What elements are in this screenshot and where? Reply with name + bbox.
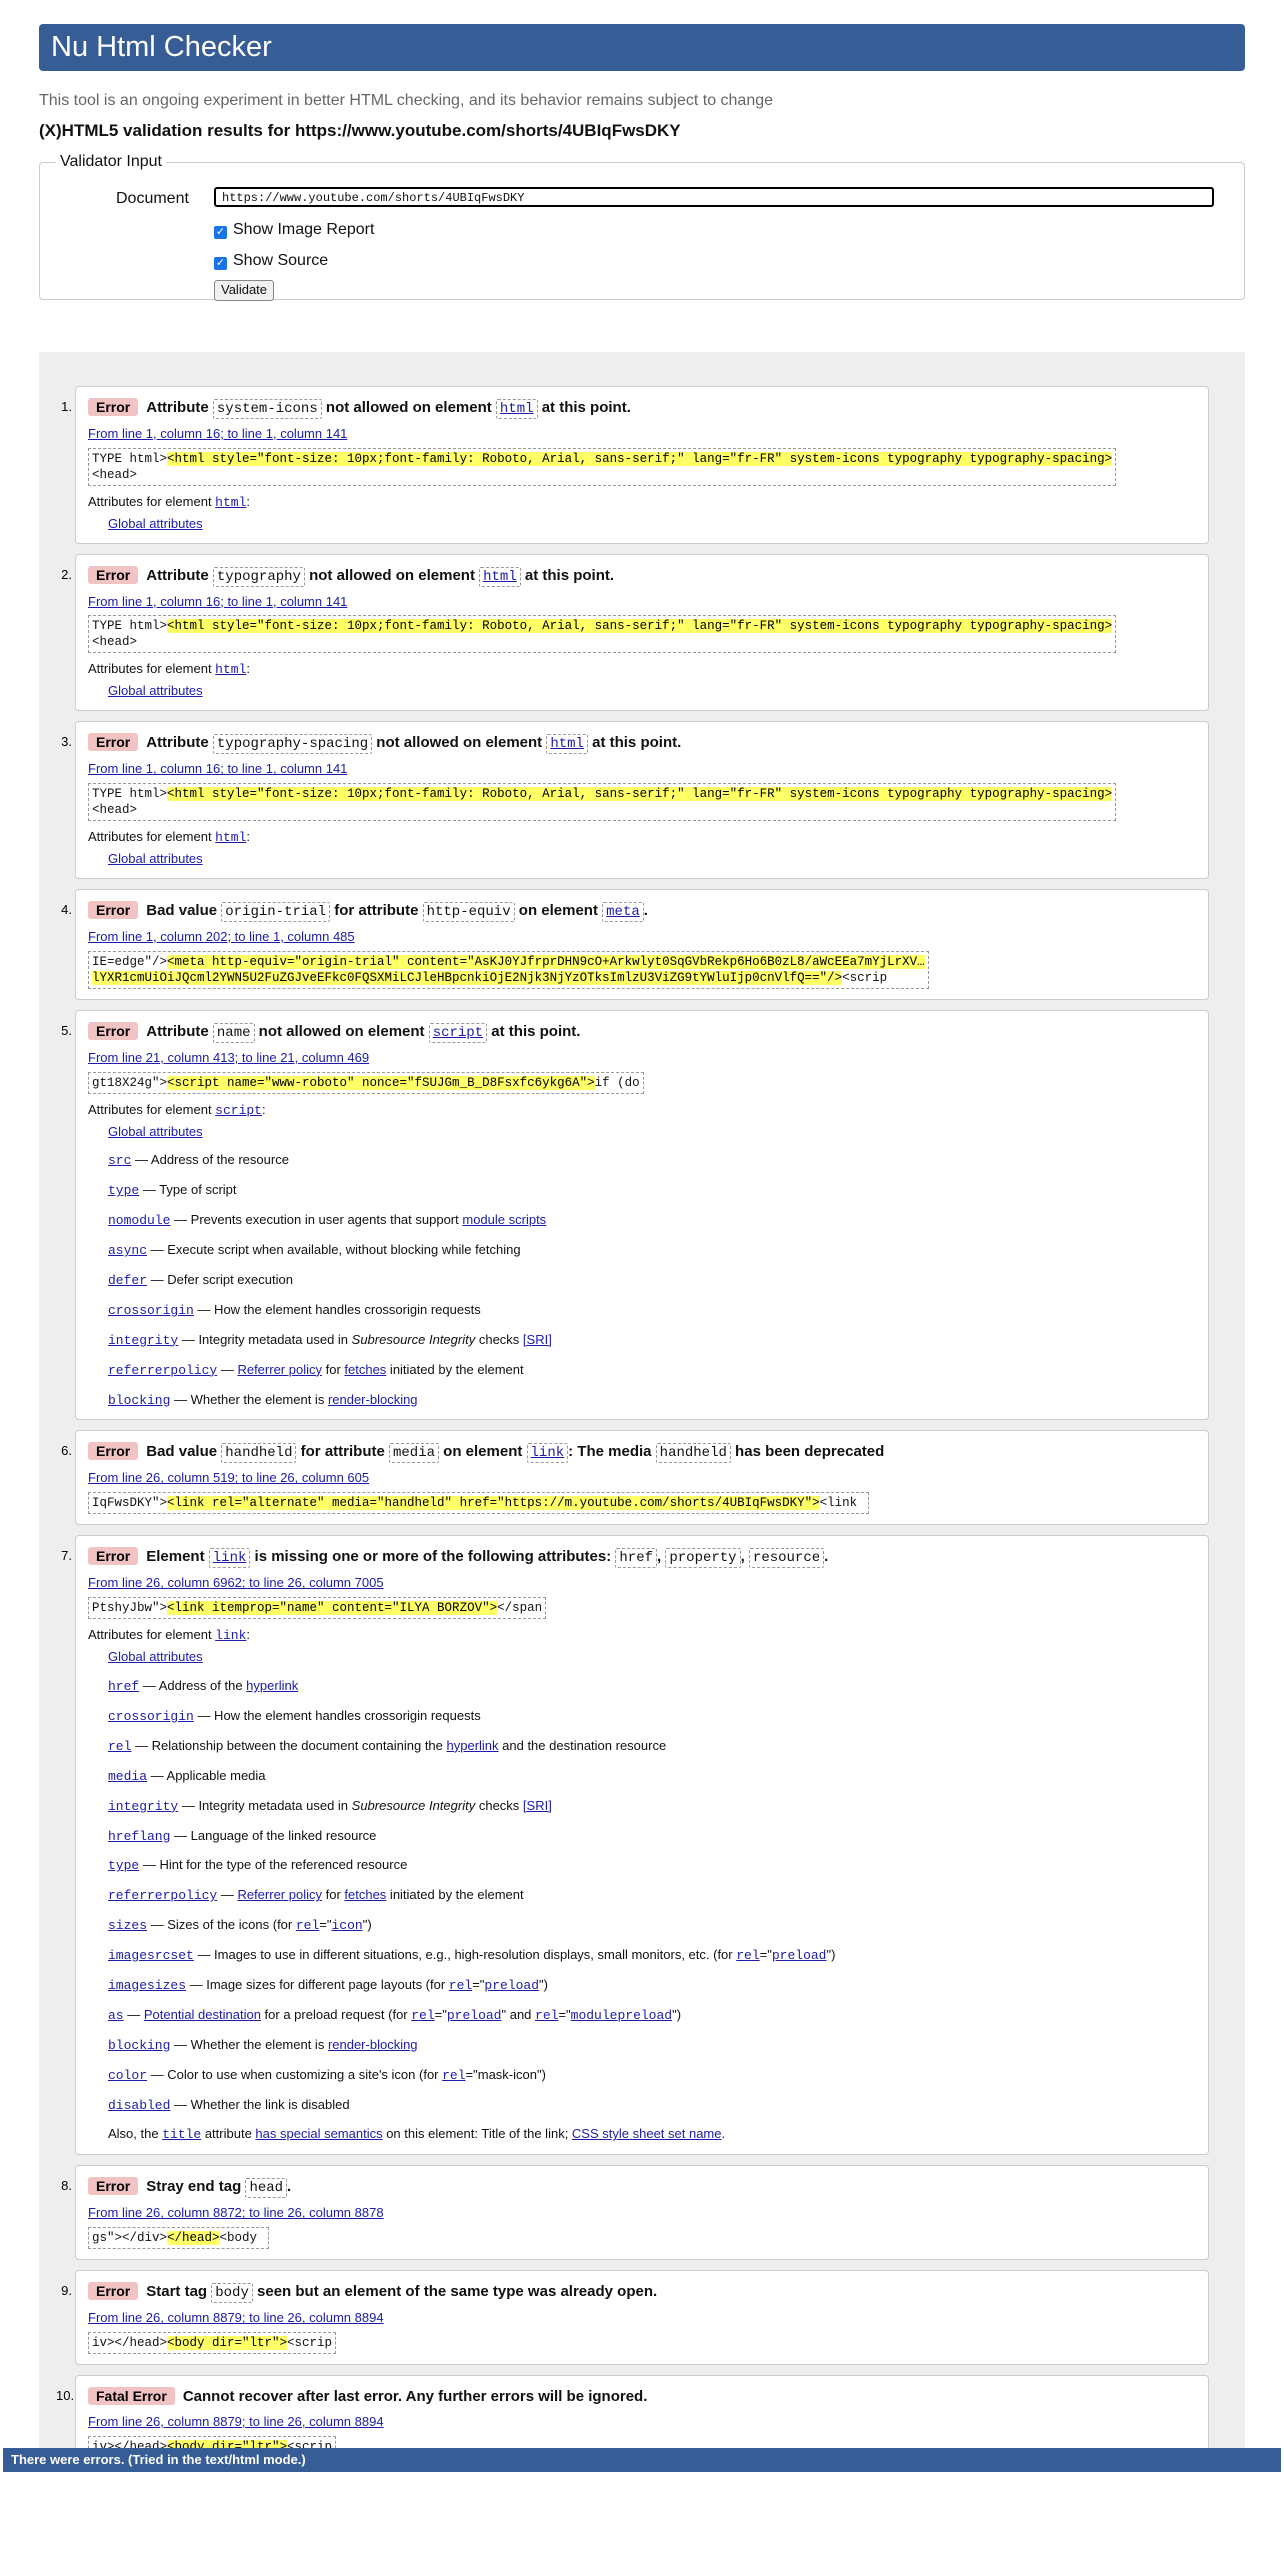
attribute-link[interactable]: rel [108,1738,132,1754]
attribute-item: nomodule — Prevents execution in user agents that support module scripts [108,1212,547,1229]
attribute-list [88,516,1196,533]
attribute-list [88,1649,1196,2144]
attribute-item: crossorigin — How the element handles crossorigin requests [108,1301,481,1318]
message-item [61,2165,1209,2260]
code-token: http-equiv [423,902,515,922]
code-token: head [245,2178,287,2198]
attribute-link[interactable]: blocking [108,1392,171,1408]
source-extract: TYPE html><html style="font-size: 10px;font-family: Roboto, Arial, sans-serif;" lang="fr-FR" system-icons typography typography-spacing> <head> [88,448,1116,486]
attribute-ref-link[interactable]: [SRI] [522,1797,552,1813]
attribute-link[interactable]: disabled [108,2097,171,2113]
attribute-list [88,1124,1196,1410]
attribute-link[interactable]: integrity [108,1798,179,1814]
attribute-ref-link[interactable]: module scripts [462,1212,547,1228]
attribute-item: type — Type of script [108,1182,237,1199]
attribute-link[interactable]: as [108,2007,124,2023]
attribute-link[interactable]: sizes [108,1918,148,1934]
message-item [61,386,1209,544]
attribute-item [108,851,1196,868]
message-number: 1. [61,398,72,414]
highlighted-code: <html style="font-size: 10px;font-family: Roboto, Arial, sans-serif;" lang="fr-FR" system-icons typography typography-spacing> [167,451,1113,466]
attribute-item: rel — Relationship between the document containing the hyperlink and the destination resource [108,1737,667,1754]
location-link[interactable]: From line 26, column 519; to line 26, column 605 [88,1470,370,1486]
attribute-link[interactable]: crossorigin [108,1302,194,1318]
code-token: handheld [656,1443,731,1463]
attributes-section: Attributes for element html: Global attributes [88,829,1196,868]
rel-link[interactable]: rel [442,2067,466,2083]
code-token[interactable]: link [209,1548,251,1568]
location-link[interactable]: From line 26, column 6962; to line 26, column 7005 [88,1575,384,1591]
element-link[interactable]: link [215,1628,247,1644]
code-token: href [615,1548,657,1568]
code-token: origin-trial [221,902,330,922]
global-attributes-link[interactable]: Global attributes [108,515,203,531]
message-heading: Error Bad value handheld for attribute media on element link : The media handheld has been deprecated [88,1441,1196,1464]
attribute-link[interactable]: color [108,2067,148,2083]
attribute-ref-link[interactable]: Referrer policy [237,1887,322,1903]
document-row [56,183,1228,214]
attribute-item [108,1649,1196,1666]
show-source-checkbox[interactable]: ✓ [215,256,226,269]
source-extract: gt18X24g"><script name="www-roboto" nonce="fSUJGm_B_D8Fsxfc6ykg6A">if (do [88,1072,644,1094]
message-heading: Error Attribute system-icons not allowed on element html at this point. [88,397,1196,420]
attribute-list [88,683,1196,700]
message-number: 5. [61,1022,72,1038]
rel-value-link[interactable]: preload [484,1977,540,1993]
attribute-link[interactable]: imagesrcset [108,1948,194,1964]
message-number: 9. [61,2283,72,2299]
show-source-label: Show Source [233,251,329,269]
show-image-report-label: Show Image Report [233,220,375,238]
attribute-item: type — Hint for the type of the referenced resource [108,1857,408,1874]
attribute-item [108,683,1196,700]
attribute-ref-link[interactable]: fetches [344,1887,387,1903]
message-heading: Error Bad value origin-trial for attribute http-equiv on element meta . [88,900,1196,923]
attribute-item: imagesrcset — Images to use in different situations, e.g., high-resolution displays, small monitors, etc. (for rel="preload") [108,1947,836,1964]
message-number: 10. [56,2388,75,2404]
attribute-ref-link[interactable]: Potential destination [143,2006,261,2022]
code-token: property [665,1548,740,1568]
validator-input-fieldset [39,152,1245,300]
highlighted-code: <body dir="ltr"> [167,2336,288,2351]
location-link[interactable]: From line 26, column 8879; to line 26, column 8894 [88,2414,384,2430]
code-token[interactable]: html [546,734,588,754]
attribute-item: referrerpolicy — Referrer policy for fetches initiated by the element [108,1361,524,1378]
highlighted-code: lYXR1cmUiOiJQcml2YWN5U2FuZGJveEFkc0FQSXMiLCJleHBpcnkiOjE2Njk3NjYzOTksImlzU3ViZG9tYWluIjp0cnVlfQ=="/> [92,970,843,985]
message-item [61,554,1209,712]
message-number: 4. [61,901,72,917]
error-badge: Error [88,398,138,416]
source-extract: IqFwsDKY"><link rel="alternate" media="handheld" href="https://m.youtube.com/shorts/4UBIqFwsDKY"><link [88,1492,869,1514]
attribute-italic: Subresource Integrity [351,1331,476,1347]
element-link[interactable]: html [215,830,247,846]
source-extract: TYPE html><html style="font-size: 10px;font-family: Roboto, Arial, sans-serif;" lang="fr-FR" system-icons typography typography-spacing> <head> [88,783,1116,821]
attribute-item: hreflang — Language of the linked resource [108,1827,377,1844]
location-link[interactable]: From line 26, column 8879; to line 26, column 8894 [88,2310,384,2326]
element-link[interactable]: script [215,1102,262,1118]
attribute-item: integrity — Integrity metadata used in Subresource Integrity checks [SRI] [108,1797,552,1814]
document-input[interactable]: https://www.youtube.com/shorts/4UBIqFwsDKY [214,187,1214,207]
attribute-item: imagesizes — Image sizes for different page layouts (for rel="preload") [108,1976,548,1993]
code-token: name [213,1023,255,1043]
code-token: typography-spacing [213,734,372,754]
attribute-link[interactable]: defer [108,1273,148,1289]
attribute-link[interactable]: hreflang [108,1828,171,1844]
attribute-item [108,516,1196,533]
results-title: (X)HTML5 validation results for https://www.youtube.com/shorts/4UBIqFwsDKY [39,120,681,140]
attribute-ref-link[interactable]: [SRI] [522,1331,552,1347]
source-extract: iv></head><body dir="ltr"><scrip [88,2332,336,2354]
attribute-ref-link[interactable]: CSS style sheet set name [571,2126,722,2142]
message-heading: Error Attribute typography-spacing not allowed on element html at this point. [88,732,1196,755]
highlighted-code: <link itemprop="name" content="ILYA BORZOV"> [167,1601,498,1616]
message-item [61,1430,1209,1525]
attributes-section: Attributes for element html: Global attributes [88,661,1196,700]
message-number: 3. [61,734,72,750]
error-badge: Error [88,1442,138,1460]
show-image-report-checkbox[interactable]: ✓ [215,225,226,238]
attribute-item: crossorigin — How the element handles crossorigin requests [108,1707,481,1724]
show-image-report-row [56,214,1228,245]
attribute-link[interactable]: referrerpolicy [108,1888,218,1904]
attribute-link[interactable]: href [108,1679,140,1695]
error-badge: Error [88,1022,138,1040]
attribute-item: src — Address of the resource [108,1152,289,1169]
global-attributes-link[interactable]: Global attributes [108,683,203,699]
attributes-section: Attributes for element html: Global attributes [88,494,1196,533]
attribute-link[interactable]: async [108,1243,148,1259]
attribute-ref-link[interactable]: hyperlink [446,1737,499,1753]
code-token[interactable]: script [429,1023,487,1043]
message-item [61,2270,1209,2365]
attribute-item: media — Applicable media [108,1767,266,1784]
location-link[interactable]: From line 1, column 202; to line 1, column 485 [88,928,355,944]
source-extract: TYPE html><html style="font-size: 10px;font-family: Roboto, Arial, sans-serif;" lang="fr-FR" system-icons typography typography-spacing> <head> [88,615,1116,653]
attribute-ref-link[interactable]: hyperlink [246,1678,299,1694]
attributes-section: Attributes for element script: Global attributes src — Address of the resource type — Type of script nomodule — Prevents execution in user agents that support module scripts async — Execute script when available, without blocking while fetching defer — Defer script execution crossorigin — How the element handles crossorigin requests integrity — Integrity metadata used in Subresource Integrity checks [SRI] referrerpolicy — Referrer policy for fetches initiated by the element blocking — Whether the element is render-blocking [88,1102,1196,1410]
message-item [61,1535,1209,2155]
attribute-item [108,1124,1196,1141]
attribute-item: blocking — Whether the element is render-blocking [108,1391,418,1408]
code-token: system-icons [213,399,322,419]
highlighted-code: <html style="font-size: 10px;font-family: Roboto, Arial, sans-serif;" lang="fr-FR" system-icons typography typography-spacing> [167,787,1113,802]
error-badge: Fatal Error [88,2387,175,2405]
attribute-item: integrity — Integrity metadata used in Subresource Integrity checks [SRI] [108,1331,552,1348]
source-extract: IE=edge"/><meta http-equiv="origin-trial" content="AsKJ0YJfrprDHN9cO+Arkwlyt0SqGVbRekp6Ho6B0zL8/aWcEEa7mYjLrXV… lYXR1cmUiOiJQcml2YWN5U2FuZGJveEFkc0FQSXMiLCJleHBpcnkiOjE2Njk3NjYzOTksImlzU3ViZG9tYWluIjp0cnVlfQ=="/><scrip [88,951,929,989]
document-label: Document [116,189,189,207]
attribute-item: blocking — Whether the element is render-blocking [108,2036,418,2053]
message-heading: Error Attribute name not allowed on element script at this point. [88,1021,1196,1044]
banner-title: Nu Html Checker [51,31,272,63]
global-attributes-link[interactable]: Global attributes [108,1123,203,1139]
code-token: typography [213,567,305,587]
attribute-link[interactable]: blocking [108,2037,171,2053]
message-number: 7. [61,1548,72,1564]
attribute-item: defer — Defer script execution [108,1272,293,1289]
error-badge: Error [88,733,138,751]
message-item [61,1010,1209,1421]
attribute-ref-link[interactable]: render-blocking [327,2036,418,2052]
error-badge: Error [88,2282,138,2300]
attribute-link[interactable]: src [108,1153,132,1169]
location-link[interactable]: From line 1, column 16; to line 1, column 141 [88,593,348,609]
location-link[interactable]: From line 21, column 413; to line 21, column 469 [88,1049,370,1065]
element-link[interactable]: html [215,662,247,678]
global-attributes-link[interactable]: Global attributes [108,1649,203,1665]
message-number: 8. [61,2178,72,2194]
attribute-link[interactable]: media [108,1768,148,1784]
code-token: resource [749,1548,824,1568]
attributes-section: Attributes for element link: Global attributes href — Address of the hyperlink crossorigin — How the element handles crossorigin requests rel — Relationship between the document containing the hyperlink and the destination resource media — Applicable media integrity — Integrity metadata used in Subresource Integrity checks [SRI] hreflang — Language of the linked resource type — Hint for the type of the referenced resource referrerpolicy — Referrer policy for fetches initiated by the element sizes — Sizes of the icons (for rel="icon") imagesrcset — Images to use in different situations, e.g., high-resolution displays, small monitors, etc. (for rel="preload") imagesizes — Image sizes for different page layouts (for rel="preload") as — Potential destination for a preload request (for rel="preload" and rel="modulepreload") blocking — Whether the element is render-blocking color — Color to use when customizing a site's icon (for rel="mask-icon") disabled — Whether the link is disabled Also, the title attribute has special semantics on this element: Title of the link; CSS style sheet set name. [88,1627,1196,2144]
attribute-link[interactable]: nomodule [108,1213,171,1229]
attribute-item: sizes — Sizes of the icons (for rel="icon") [108,1917,372,1934]
attribute-link[interactable]: title [162,2127,202,2143]
rel-link[interactable]: rel [736,1948,760,1964]
results-panel [11,352,1245,2472]
validate-row [56,276,1228,307]
attribute-link[interactable]: integrity [108,1332,179,1348]
message-heading: Error Element link is missing one or more of the following attributes: href , property , resource . [88,1546,1196,1569]
code-token: media [389,1443,439,1463]
code-token[interactable]: html [496,399,538,419]
highlighted-code: <html style="font-size: 10px;font-family: Roboto, Arial, sans-serif;" lang="fr-FR" system-icons typography typography-spacing> [167,619,1113,634]
show-source-row [56,245,1228,276]
rel-value-link[interactable]: preload [771,1948,827,1964]
message-number: 2. [61,566,72,582]
attribute-item: referrerpolicy — Referrer policy for fetches initiated by the element [108,1887,524,1904]
attribute-item: disabled — Whether the link is disabled [108,2096,350,2113]
rel-value-link[interactable]: modulepreload [570,2007,673,2023]
attribute-note: Also, the title attribute has special semantics on this element: Title of the link; CSS style sheet set name. [108,2126,726,2143]
attribute-ref-link[interactable]: Referrer policy [237,1361,322,1377]
message-heading: Fatal Error Cannot recover after last error. Any further errors will be ignored. [88,2386,1196,2408]
message-heading: Error Stray end tag head . [88,2176,1196,2199]
rel-value-link[interactable]: preload [446,2007,502,2023]
error-badge: Error [88,901,138,919]
attribute-ref-link[interactable]: fetches [344,1361,387,1377]
error-badge: Error [88,2177,138,2195]
validate-button[interactable]: Validate [214,280,274,301]
error-badge: Error [88,1547,138,1565]
highlighted-code: <meta http-equiv="origin-trial" content="AsKJ0YJfrprDHN9cO+Arkwlyt0SqGVbRekp6Ho6B0zL8/aWcEEa7mYjLrXV… [167,954,925,969]
source-extract: gs"></div></head><body [88,2227,269,2249]
attribute-link[interactable]: type [108,1183,140,1199]
attribute-link[interactable]: type [108,1858,140,1874]
element-link[interactable]: link [527,1443,569,1463]
message-item [61,721,1209,879]
error-badge: Error [88,566,138,584]
attribute-item: color — Color to use when customizing a site's icon (for rel="mask-icon") [108,2066,546,2083]
attribute-ref-link[interactable]: has special semantics [255,2126,383,2142]
attribute-link[interactable]: crossorigin [108,1708,194,1724]
message-list [56,386,1209,2469]
highlighted-code: </head> [167,2231,220,2246]
attribute-italic: Subresource Integrity [351,1797,476,1813]
message-number: 6. [61,1443,72,1459]
rel-link[interactable]: rel [295,1918,320,1934]
highlighted-code: <script name="www-roboto" nonce="fSUJGm_B_D8Fsxfc6ykg6A"> [167,1075,595,1090]
attribute-list [88,851,1196,868]
highlighted-code: <link rel="alternate" media="handheld" href="https://m.youtube.com/shorts/4UBIqFwsDKY"> [167,1496,820,1511]
element-link[interactable]: meta [602,902,644,922]
rel-link[interactable]: rel [411,2007,435,2023]
rel-link[interactable]: rel [535,2007,559,2023]
source-extract: PtshyJbw"><link itemprop="name" content="ILYA BORZOV"></span [88,1597,546,1619]
attribute-item: async — Execute script when available, without blocking while fetching [108,1242,521,1259]
code-token: handheld [221,1443,296,1463]
message-heading: Error Start tag body seen but an element of the same type was already open. [88,2281,1196,2304]
message-item [61,889,1209,1000]
location-link[interactable]: From line 1, column 16; to line 1, column 141 [88,761,348,777]
rel-value-link[interactable]: icon [331,1918,363,1934]
status-footer: There were errors. (Tried in the text/html mode.) [3,2448,1281,2472]
attribute-item: href — Address of the hyperlink [108,1678,299,1695]
code-token: body [211,2283,253,2303]
page-banner [39,24,1245,71]
attribute-item: as — Potential destination for a preload request (for rel="preload" and rel="modulepreload") [108,2006,682,2023]
location-link[interactable]: From line 1, column 16; to line 1, column 141 [88,425,348,441]
attribute-ref-link[interactable]: render-blocking [327,1391,418,1407]
location-link[interactable]: From line 26, column 8872; to line 26, column 8878 [88,2205,384,2221]
global-attributes-link[interactable]: Global attributes [108,851,203,867]
validator-input-legend: Validator Input [60,152,162,170]
code-token[interactable]: html [479,567,521,587]
attribute-link[interactable]: imagesizes [108,1977,187,1993]
message-heading: Error Attribute typography not allowed on element html at this point. [88,565,1196,588]
attribute-link[interactable]: referrerpolicy [108,1362,218,1378]
intro-text: This tool is an ongoing experiment in better HTML checking, and its behavior remains subject to change [39,92,774,109]
rel-link[interactable]: rel [448,1977,473,1993]
element-link[interactable]: html [215,494,247,510]
